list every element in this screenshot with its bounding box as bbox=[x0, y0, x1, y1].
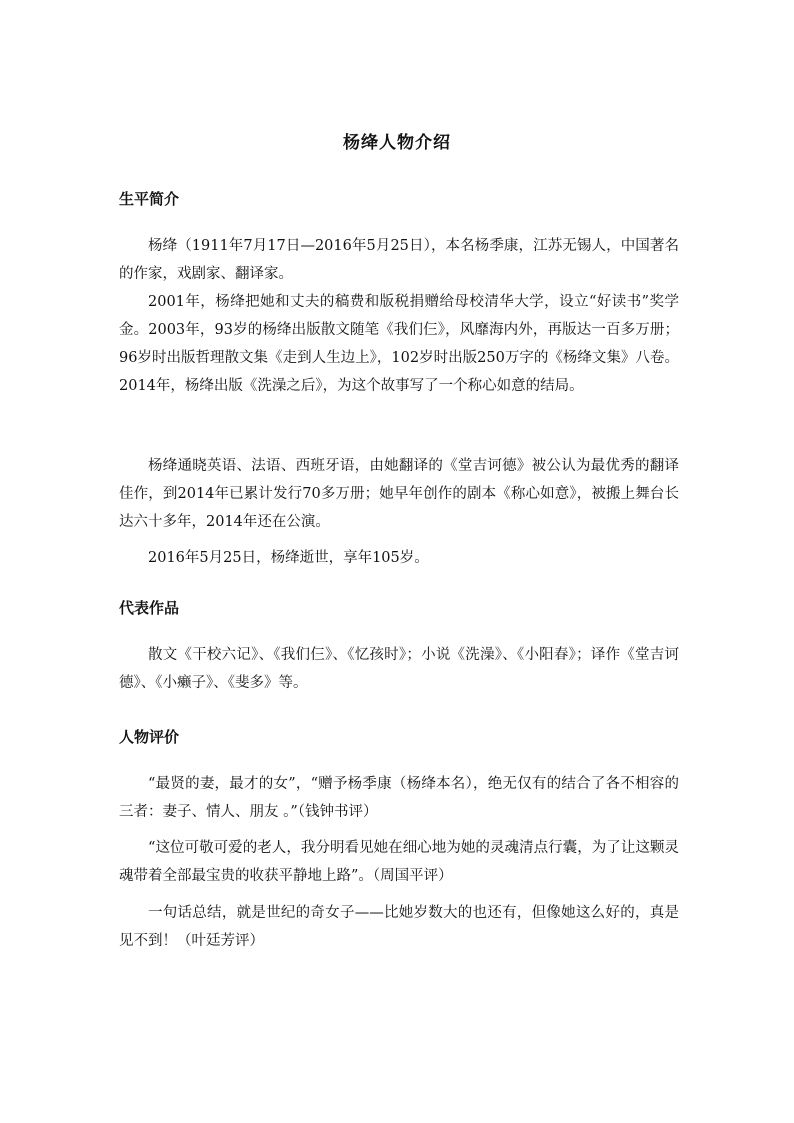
section-heading-evaluation: 人物评价 bbox=[119, 728, 180, 746]
section-heading-biography: 生平简介 bbox=[119, 190, 180, 208]
section-heading-works: 代表作品 bbox=[119, 599, 180, 617]
paragraph-evaluation-3: 一句话总结，就是世纪的奇女子——比她岁数大的也还有，但像她这么好的，真是见不到！（叶廷芳评） bbox=[119, 905, 679, 949]
paragraph-evaluation-1: “最贤的妻，最才的女”，“赠予杨季康（杨绛本名），绝无仅有的结合了各不相容的三者：妻子、情人、朋友 。”（钱钟书评） bbox=[119, 776, 679, 820]
paragraph-works-1: 散文《干校六记》、《我们仨》、《忆孩时》；小说《洗澡》、《小阳春》；译作《堂吉诃德》、《小癞子》、《斐多》等。 bbox=[119, 647, 679, 691]
paragraph-biography-2: 2001年，杨绛把她和丈夫的稿费和版税捐赠给母校清华大学，设立“好读书”奖学金。2003年，93岁的杨绛出版散文随笔《我们仨》，风靡海内外，再版达一百多万册；96岁时出版哲理散文集《走到人生边上》，102岁时出版250万字的《杨绛文集》八卷。2014年，杨绛出版《洗澡之后》，为这个故事写了一个称心如意的结局。 bbox=[119, 294, 679, 394]
paragraph-biography-1: 杨绛（1911年7月17日—2016年5月25日），本名杨季康，江苏无锡人，中国著名的作家，戏剧家、翻译家。 bbox=[119, 238, 679, 282]
paragraph-biography-4: 2016年5月25日，杨绛逝世，享年105岁。 bbox=[148, 550, 429, 566]
paragraph-evaluation-2: “这位可敬可爱的老人，我分明看见她在细心地为她的灵魂清点行囊，为了让这颗灵魂带着全部最宝贵的收获平静地上路”。（周国平评） bbox=[119, 840, 679, 884]
paragraph-biography-3: 杨绛通晓英语、法语、西班牙语，由她翻译的《堂吉诃德》被公认为最优秀的翻译佳作，到2014年已累计发行70多万册；她早年创作的剧本《称心如意》，被搬上舞台长达六十多年，2014年还在公演。 bbox=[119, 458, 679, 530]
document-title: 杨绛人物介绍 bbox=[343, 133, 451, 153]
